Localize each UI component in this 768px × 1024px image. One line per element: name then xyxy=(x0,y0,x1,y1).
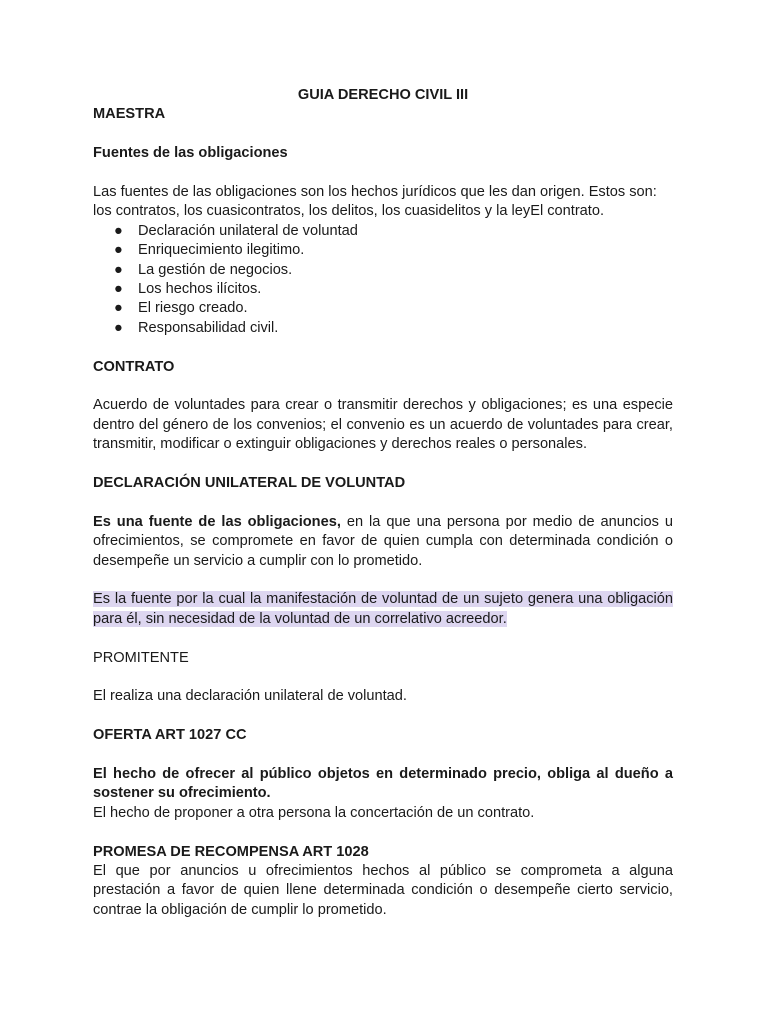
bullet-icon: ● xyxy=(114,242,123,259)
list-item: ● El riesgo creado. xyxy=(93,299,673,318)
fuentes-heading: Fuentes de las obligaciones xyxy=(93,145,288,162)
list-item: ● Los hechos ilícitos. xyxy=(93,280,673,299)
promesa-heading: PROMESA DE RECOMPENSA ART 1028 xyxy=(93,843,369,860)
bullet-icon: ● xyxy=(114,300,123,317)
declaracion-rest: en la que una persona por medio de anuncios u ofrecimientos, se compromete en favor de quien cumpla con determinada condición o desempeñe un servicio a cumplir con lo prometido. xyxy=(93,513,673,569)
promesa-text: El que por anuncios u ofrecimientos hechos al público se comprometa a alguna prestación a favor de quien llene determinada condición o desempeñe cierto servicio, contrae la obligación de cumplir lo prometido. xyxy=(93,863,673,918)
list-item: ● Responsabilidad civil. xyxy=(93,319,673,338)
promitente-heading: PROMITENTE xyxy=(93,649,189,666)
contrato-text: Acuerdo de voluntades para crear o transmitir derechos y obligaciones; es una especie dentro del género de los convenios; el convenio es un acuerdo de voluntades para crear, transmitir, modificar o extinguir obligaciones y derechos reales o personales. xyxy=(93,397,673,453)
highlighted-text: Es la fuente por la cual la manifestación de voluntad de un sujeto genera una obligación para él, sin necesidad de la voluntad de un correlativo acreedor. xyxy=(93,591,673,627)
bullet-icon: ● xyxy=(114,319,123,336)
declaracion-heading: DECLARACIÓN UNILATERAL DE VOLUNTAD xyxy=(93,475,406,492)
list-item: ● La gestión de negocios. xyxy=(93,261,673,280)
declaracion-paragraph xyxy=(93,513,673,571)
teacher-label: MAESTRA xyxy=(93,106,166,123)
list-item: ● Declaración unilateral de voluntad xyxy=(93,222,673,241)
document-title: GUIA DERECHO CIVIL III xyxy=(297,87,469,103)
promitente-text: El realiza una declaración unilateral de voluntad. xyxy=(93,688,407,705)
declaracion-bold-lead: Es una fuente de las obligaciones, xyxy=(93,513,341,530)
bullet-icon: ● xyxy=(114,281,123,298)
list-item: ● Enriquecimiento ilegitimo. xyxy=(93,241,673,260)
fuentes-intro: Las fuentes de las obligaciones son los hechos jurídicos que les dan origen. Estos son: los contratos, los cuasicontratos, los delitos, los cuasidelitos y la leyEl contrato. xyxy=(93,184,657,220)
bullet-icon: ● xyxy=(114,261,123,278)
oferta-bold-text: El hecho de ofrecer al público objetos en determinado precio, obliga al dueño a sostener su ofrecimiento. xyxy=(93,766,673,802)
oferta-heading: OFERTA ART 1027 CC xyxy=(93,727,247,744)
contrato-heading: CONTRATO xyxy=(93,358,175,375)
declaracion-highlight-paragraph xyxy=(93,590,673,629)
oferta-text: El hecho de proponer a otra persona la concertación de un contrato. xyxy=(93,804,535,821)
bullet-icon: ● xyxy=(114,222,123,239)
fuentes-list xyxy=(93,222,673,338)
